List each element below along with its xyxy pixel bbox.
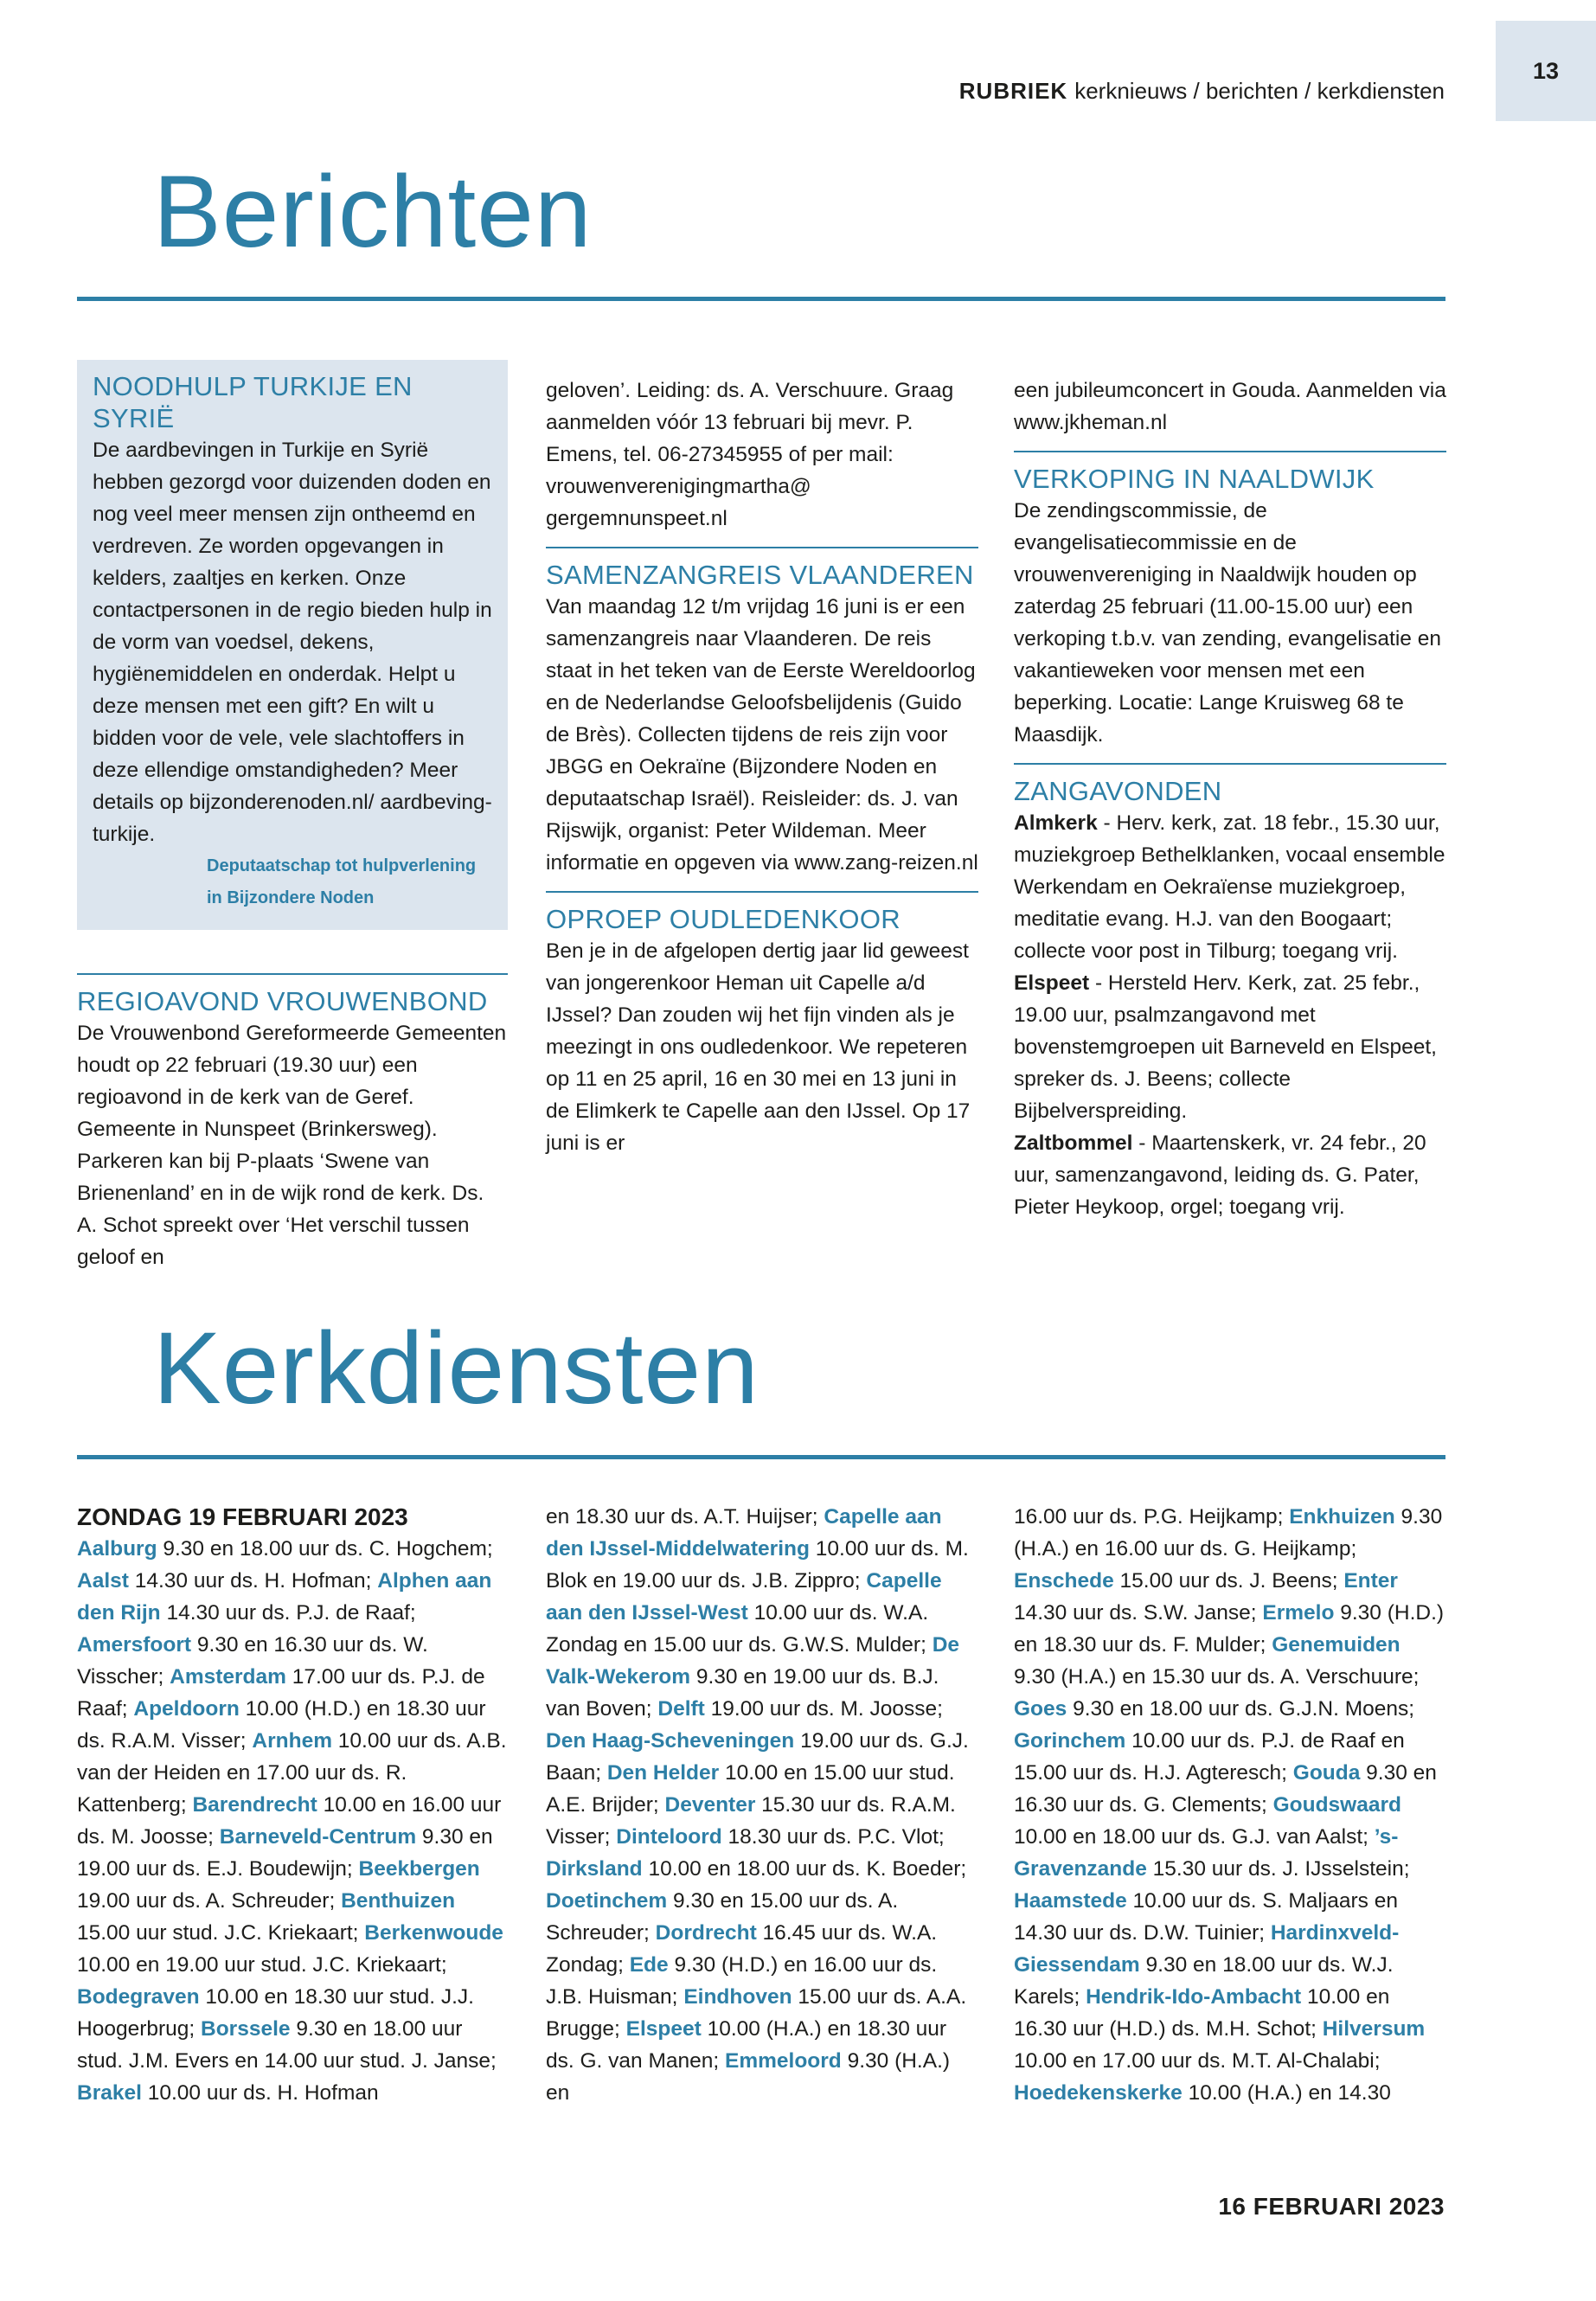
- church-location: Berkenwoude: [364, 1921, 503, 1945]
- service-details: 9.30 en 18.00 uur ds. C. Hogchem;: [157, 1537, 493, 1561]
- church-location: Barneveld-Centrum: [219, 1825, 417, 1849]
- noodhulp-heading: NOODHULP TURKIJE EN SYRIË: [93, 371, 413, 433]
- church-location: Gouda: [1292, 1761, 1361, 1785]
- service-details: 9.30 en 18.00 uur stud. J.M. Evers en 14.00 uur stud. J. Janse;: [77, 2017, 497, 2073]
- oudledenkoor-body: Ben je in de afgelopen dertig jaar lid geweest van jongerenkoor Heman uit Capelle a/d IJssel? Dan zouden wij het fijn vinden als je meezingt in ons oudledenkoor. We repeteren op 11 en 25 april, 16 en 30 mei en 13 juni in de Elimkerk te Capelle aan den IJssel. Op 17 juni is er: [546, 939, 971, 1155]
- kerkdiensten-column-2: [546, 1501, 978, 2109]
- verkoping-heading: VERKOPING IN NAALDWIJK: [1014, 464, 1375, 494]
- service-details: 9.30 en 18.00 uur ds. W.J. Karels;: [1014, 1953, 1394, 2009]
- service-details: 10.00 uur ds. S. Maljaars en 14.30 uur ds. D.W. Tuinier;: [1014, 1889, 1398, 1945]
- church-location: Barendrecht: [192, 1793, 317, 1817]
- church-location: Brakel: [77, 2081, 142, 2105]
- service-details: 10.00 uur ds. P.J. de Raaf en 15.00 uur ds. H.J. Agteresch;: [1014, 1729, 1405, 1785]
- service-details: 14.30 uur ds. S.W. Janse;: [1014, 1601, 1263, 1625]
- church-location: Den Haag-Scheveningen: [546, 1729, 795, 1753]
- kerkdiensten-title: Kerkdiensten: [153, 1311, 760, 1426]
- service-details: 15.00 uur stud. J.C. Kriekaart;: [77, 1921, 365, 1945]
- service-details: 10.00 en 16.00 uur ds. M. Joosse;: [77, 1793, 502, 1849]
- church-location: Capelle aan den IJssel-West: [546, 1569, 942, 1625]
- oudledenkoor-heading: OPROEP OUDLEDENKOOR: [546, 904, 901, 934]
- service-details: 9.30 en 19.00 uur ds. B.J. van Boven;: [546, 1665, 939, 1721]
- service-details: 10.00 uur ds. W.A. Zondag en 15.00 uur ds. G.W.S. Mulder;: [546, 1601, 933, 1657]
- verkoping-body: De zendingscommissie, de evangelisatiecommissie en de vrouwenvereniging in Naaldwijk houden op zaterdag 25 februari (11.00-15.00 uur) een verkoping t.b.v. van zending, evangelisatie en vakantieweken voor mensen met een beperking. Locatie: Lange Kruisweg 68 te Maasdijk.: [1014, 499, 1441, 747]
- kerkdiensten-list-3: [1014, 1501, 1446, 2109]
- rubriek-label: RUBRIEK: [958, 78, 1068, 104]
- church-location: Enschede: [1014, 1569, 1114, 1593]
- church-location: Elspeet: [625, 2017, 702, 2041]
- service-details: 9.30 en 15.00 uur ds. A. Schreuder;: [546, 1889, 899, 1945]
- church-location: Hardinxveld-Giessendam: [1014, 1921, 1400, 1977]
- church-location: Beekbergen: [358, 1857, 480, 1881]
- berichten-title: Berichten: [153, 155, 593, 269]
- service-details: 9.30 (H.A.) en: [546, 2049, 951, 2105]
- service-details: 15.00 uur ds. J. Beens;: [1113, 1569, 1344, 1593]
- kerkdiensten-list-1: [77, 1533, 510, 2109]
- service-details: 9.30 en 16.30 uur ds. W. Visscher;: [77, 1633, 428, 1689]
- service-details: 10.00 en 16.30 uur (H.D.) ds. M.H. Schot;: [1014, 1985, 1390, 2041]
- zangavond-place: Elspeet: [1014, 971, 1090, 995]
- church-location: ’s-Gravenzande: [1014, 1825, 1399, 1881]
- church-location: Hilversum: [1322, 2017, 1426, 2041]
- service-details: 10.00 uur ds. A.B. van der Heiden en 17.00 uur ds. R. Kattenberg;: [77, 1729, 507, 1817]
- regioavond-heading: REGIOAVOND VROUWENBOND: [77, 986, 488, 1016]
- church-location: Dirksland: [546, 1857, 643, 1881]
- service-details: 17.00 uur ds. P.J. de Raaf;: [77, 1665, 485, 1721]
- church-location: Genemuiden: [1272, 1633, 1401, 1657]
- service-details: 10.00 (H.D.) en 18.30 uur ds. R.A.M. Visser;: [77, 1697, 486, 1753]
- service-details: 10.00 en 17.00 uur ds. M.T. Al-Chalabi;: [1014, 2049, 1381, 2073]
- church-location: Goudswaard: [1272, 1793, 1401, 1817]
- rubriek-text: kerknieuws / berichten / kerkdiensten: [1074, 78, 1445, 104]
- service-details: 10.00 (H.A.) en 18.30 uur ds. G. van Manen;: [546, 2017, 947, 2073]
- berichten-column-1: [77, 360, 508, 1273]
- berichten-column-2: [546, 375, 978, 1159]
- church-location: Amersfoort: [77, 1633, 192, 1657]
- samenzangreis-heading: SAMENZANGREIS VLAANDEREN: [546, 560, 974, 590]
- service-details: 9.30 (H.D.) en 18.30 uur ds. F. Mulder;: [1014, 1601, 1445, 1657]
- church-location: Borssele: [201, 2017, 291, 2041]
- kerkdiensten-rule: [77, 1455, 1445, 1459]
- zangavond-entry: [1014, 807, 1446, 967]
- service-details: 10.00 (H.A.) en 14.30: [1182, 2081, 1391, 2105]
- service-details: 10.00 en 19.00 uur stud. J.C. Kriekaart;: [77, 1953, 447, 1977]
- service-details: 9.30 (H.A.) en 16.00 uur ds. G. Heijkamp;: [1014, 1505, 1443, 1561]
- zangavond-text: - Maartenskerk, vr. 24 febr., 20 uur, samenzangavond, leiding ds. G. Pater, Pieter Heykoop, orgel; toegang vrij.: [1014, 1131, 1426, 1219]
- zangavond-entry: [1014, 1127, 1446, 1223]
- service-details: 9.30 en 16.30 uur ds. G. Clements;: [1014, 1761, 1437, 1817]
- service-details: 19.00 uur ds. A. Schreuder;: [77, 1889, 342, 1913]
- service-details: 15.00 uur ds. A.A. Brugge;: [546, 1985, 967, 2041]
- service-details: 9.30 en 18.00 uur ds. G.J.N. Moens;: [1067, 1697, 1415, 1721]
- church-location: Capelle aan den IJssel-Middelwatering: [546, 1505, 942, 1561]
- church-location: Eindhoven: [683, 1985, 792, 2009]
- church-location: Enter: [1343, 1569, 1398, 1593]
- col3-intro-text: een jubileumconcert in Gouda. Aanmelden via www.jkheman.nl: [1014, 379, 1446, 434]
- service-details: 18.30 uur ds. P.C. Vlot;: [721, 1825, 945, 1849]
- rubriek-header: [959, 78, 1445, 105]
- service-details: 10.00 en 15.00 uur stud. A.E. Brijder;: [546, 1761, 955, 1817]
- service-details: 10.00 en 18.00 uur ds. G.J. van Aalst;: [1014, 1825, 1375, 1849]
- kerkdiensten-column-1: [77, 1501, 510, 2109]
- samenzangreis-section: [546, 547, 978, 879]
- service-details: 15.30 uur ds. J. IJsselstein;: [1146, 1857, 1410, 1881]
- service-details: 15.30 uur ds. R.A.M. Visser;: [546, 1793, 956, 1849]
- service-details: 10.00 uur ds. H. Hofman: [141, 2081, 379, 2105]
- church-location: Ermelo: [1262, 1601, 1335, 1625]
- service-details: 14.30 uur ds. H. Hofman;: [128, 1569, 378, 1593]
- service-details: 19.00 uur ds. G.J. Baan;: [546, 1729, 969, 1785]
- church-location: Bodegraven: [77, 1985, 200, 2009]
- church-location: Enkhuizen: [1289, 1505, 1395, 1529]
- zangavonden-heading: ZANGAVONDEN: [1014, 776, 1222, 806]
- service-details: 10.00 en 18.30 uur stud. J.J. Hoogerbrug;: [77, 1985, 474, 2041]
- noodhulp-body: De aardbevingen in Turkije en Syrië hebben gezorgd voor duizenden doden en nog veel meer mensen zijn ontheemd en verdreven. Ze worden opgevangen in kelders, zaaltjes en kerken. Onze contactpersonen in de regio bieden hulp in de vorm van voedsel, dekens, hygiënemiddelen en onderdak. Helpt u deze mensen met een gift? En wilt u bidden voor de vele, vele slachtoffers in deze ellendige omstandigheden? Meer details op bijzonderenoden.nl/ aardbeving-turkije.: [93, 439, 492, 846]
- church-location: Ede: [629, 1953, 669, 1977]
- kerkdiensten-col2-intro: en 18.30 uur ds. A.T. Huijser;: [546, 1505, 824, 1529]
- church-location: Gorinchem: [1014, 1729, 1126, 1753]
- zangavond-entry: [1014, 967, 1446, 1127]
- church-location: Aalburg: [77, 1537, 157, 1561]
- service-details: 16.45 uur ds. W.A. Zondag;: [546, 1921, 938, 1977]
- service-details: 9.30 en 19.00 uur ds. E.J. Boudewijn;: [77, 1825, 493, 1881]
- zangavond-text: - Herv. kerk, zat. 18 febr., 15.30 uur, muziekgroep Bethelklanken, vocaal ensemble Werkendam en Oekraïense muziekgroep, meditatie evang. H.J. van den Boogaart; collecte voor post in Tilburg; toegang vrij.: [1014, 811, 1445, 963]
- zangavond-text: - Hersteld Herv. Kerk, zat. 25 febr., 19.00 uur, psalmzangavond met bovenstemgroepen uit Barneveld en Elspeet, spreker ds. J. Beens; collecte Bijbelverspreiding.: [1014, 971, 1437, 1123]
- regioavond-section: [77, 973, 508, 1273]
- noodhulp-credit-2: in Bijzondere Noden: [207, 888, 375, 907]
- kerkdiensten-list-2: [546, 1501, 978, 2109]
- kerkdiensten-column-3: [1014, 1501, 1446, 2109]
- church-location: Hoedekenskerke: [1014, 2081, 1183, 2105]
- noodhulp-box: [77, 360, 508, 930]
- church-location: Doetinchem: [546, 1889, 668, 1913]
- page-number: 13: [1532, 57, 1560, 84]
- church-location: Aalst: [77, 1569, 129, 1593]
- church-location: Goes: [1014, 1697, 1067, 1721]
- page-number-tab: [1496, 21, 1596, 121]
- kerkdiensten-col3-intro: 16.00 uur ds. P.G. Heijkamp;: [1014, 1505, 1290, 1529]
- samenzangreis-body: Van maandag 12 t/m vrijdag 16 juni is er een samenzangreis naar Vlaanderen. De reis staat in het teken van de Eerste Wereldoorlog en de Nederlandse Geloofsbelijdenis (Guido de Brès). Collecten tijdens de reis zijn voor JBGG en Oekraïne (Bijzondere Noden en deputaatschap Israël). Reisleider: ds. J. van Rijswijk, organist: Peter Wildeman. Meer informatie en opgeven via www.zang-reizen.nl: [546, 595, 978, 875]
- berichten-rule: [77, 297, 1445, 301]
- church-location: Den Helder: [606, 1761, 720, 1785]
- zangavond-place: Almkerk: [1014, 811, 1098, 835]
- berichten-column-3: [1014, 375, 1446, 1223]
- church-location: Hendrik-Ido-Ambacht: [1086, 1985, 1302, 2009]
- church-location: Amsterdam: [170, 1665, 286, 1689]
- service-details: 19.00 uur ds. M. Joosse;: [704, 1697, 943, 1721]
- church-location: Deventer: [664, 1793, 756, 1817]
- footer-date: 16 FEBRUARI 2023: [1218, 2193, 1445, 2220]
- service-details: 14.30 uur ds. P.J. de Raaf;: [160, 1601, 416, 1625]
- regioavond-body: De Vrouwenbond Gereformeerde Gemeenten houdt op 22 februari (19.30 uur) een regioavond in de kerk van de Geref. Gemeente in Nunspeet (Brinkersweg). Parkeren kan bij P-plaats ‘Swene van Brienenland’ en in de wijk rond de kerk. Ds. A. Schot spreekt over ‘Het verschil tussen geloof en: [77, 1022, 507, 1269]
- service-details: 9.30 (H.D.) en 16.00 uur ds. J.B. Huisman;: [546, 1953, 938, 2009]
- church-location: Apeldoorn: [133, 1697, 240, 1721]
- zangavonden-section: [1014, 763, 1446, 1223]
- service-details: 9.30 (H.A.) en 15.30 uur ds. A. Verschuure;: [1014, 1665, 1420, 1689]
- church-location: Dordrecht: [655, 1921, 757, 1945]
- noodhulp-credit-1: Deputaatschap tot hulpverlening: [207, 856, 477, 875]
- church-location: Benthuizen: [341, 1889, 456, 1913]
- church-location: Haamstede: [1014, 1889, 1127, 1913]
- oudledenkoor-section: [546, 891, 978, 1159]
- church-location: Delft: [657, 1697, 705, 1721]
- service-details: 10.00 en 18.00 uur ds. K. Boeder;: [642, 1857, 967, 1881]
- church-location: Dinteloord: [616, 1825, 722, 1849]
- kerkdiensten-day-heading: ZONDAG 19 FEBRUARI 2023: [77, 1503, 408, 1530]
- col2-intro-text: geloven’. Leiding: ds. A. Verschuure. Graag aanmelden vóór 13 februari bij mevr. P. Emens, tel. 06-27345955 of per mail: vrouwenverenigingmartha@ gergemnunspeet.nl: [546, 379, 954, 530]
- verkoping-section: [1014, 451, 1446, 751]
- service-details: 10.00 uur ds. M. Blok en 19.00 uur ds. J.B. Zippro;: [546, 1537, 969, 1593]
- church-location: Emmeloord: [725, 2049, 842, 2073]
- church-location: Alphen aan den Rijn: [77, 1569, 492, 1625]
- church-location: De Valk-Wekerom: [546, 1633, 960, 1689]
- zangavond-place: Zaltbommel: [1014, 1131, 1133, 1155]
- church-location: Arnhem: [252, 1729, 332, 1753]
